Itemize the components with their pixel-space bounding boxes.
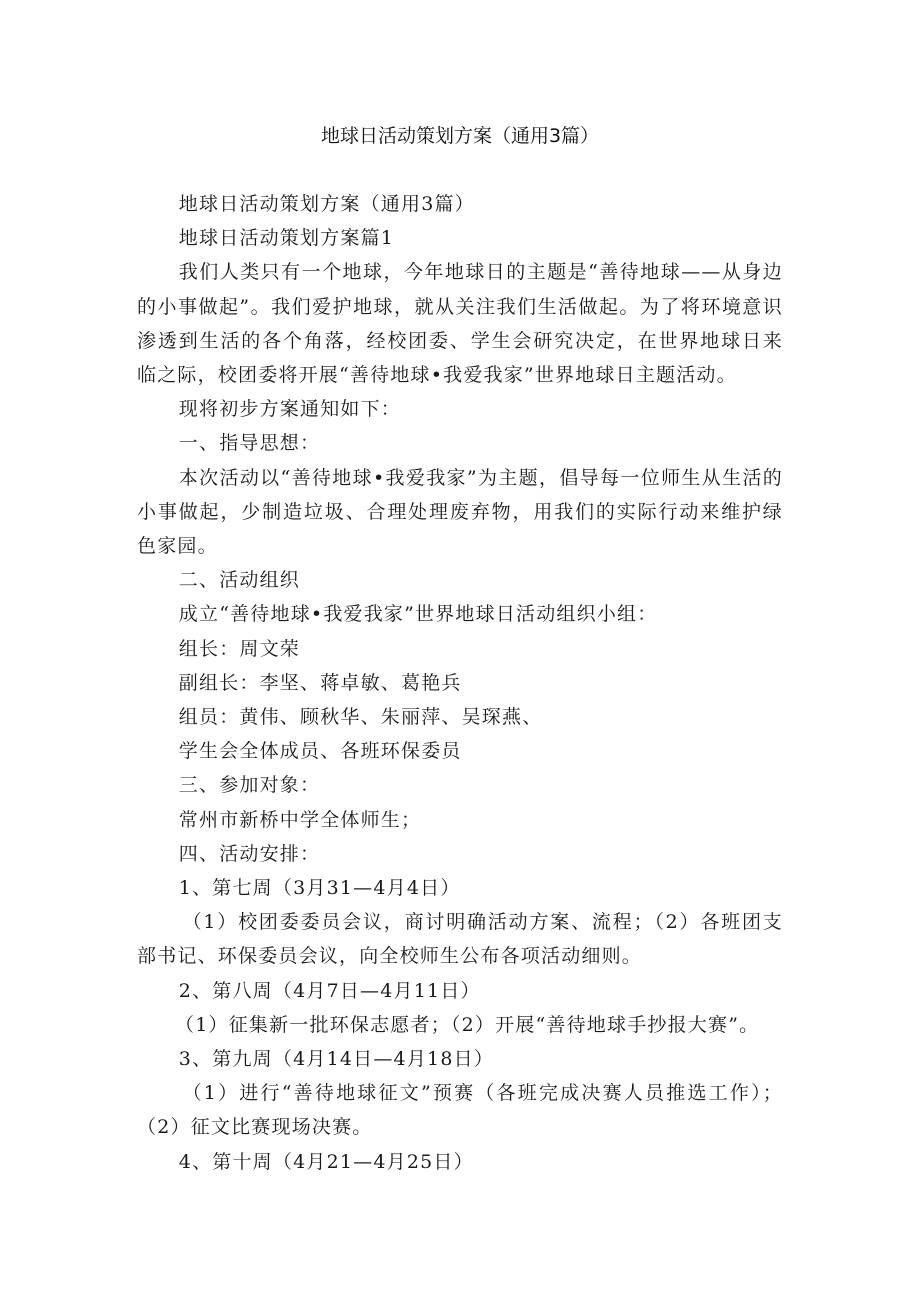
- heading-schedule: 四、活动安排：: [178, 842, 321, 865]
- paragraph-intro: 我们人类只有一个地球，今年地球日的主题是“善待地球——从身边的小事做起”。我们爱护地球，就从关注我们生活做起。为了将环境意识渗透到生活的各个角落，经校团委、学生会研究决定，在世界地球日来临之际，校团委将开展“善待地球•我爱我家”世界地球日主题活动。: [137, 261, 783, 387]
- heading-participants: 三、参加对象：: [178, 774, 321, 797]
- schedule-week-8-detail: （1）征集新一批环保志愿者；（2）开展“善待地球手抄报大赛”。: [175, 1013, 760, 1036]
- paragraph-group-setup: 成立“善待地球•我爱我家”世界地球日活动组织小组：: [178, 603, 658, 626]
- document-body: [137, 187, 783, 1179]
- paragraph-participants: 常州市新桥中学全体师生；: [178, 808, 422, 831]
- schedule-week-8: 2、第八周（4月7日—4月11日）: [178, 979, 481, 1002]
- paragraph-members-cont: 学生会全体成员、各班环保委员: [178, 740, 462, 763]
- paragraph-doc-title: 地球日活动策划方案（通用3篇）: [178, 193, 475, 215]
- schedule-week-7-detail: （1）校团委委员会议，商讨明确活动方案、流程；（2）各班团支部书记、环保委员会议，向全校师生公布各项活动细则。: [137, 911, 783, 968]
- heading-organization: 二、活动组织: [178, 569, 300, 592]
- schedule-week-7: 1、第七周（3月31—4月4日）: [178, 877, 461, 900]
- paragraph-group-leader: 组长：周文荣: [178, 637, 300, 660]
- schedule-week-10: 4、第十周（4月21—4月25日）: [178, 1150, 474, 1173]
- schedule-week-9-detail: （1）进行“善待地球征文”预赛（各班完成决赛人员推选工作）；（2）征文比赛现场决赛。: [137, 1082, 783, 1139]
- document-title: 地球日活动策划方案（通用3篇）: [320, 125, 600, 147]
- paragraph-members: 组员：黄伟、顾秋华、朱丽萍、吴琛燕、: [178, 706, 543, 729]
- paragraph-guiding-idea: 本次活动以“善待地球•我爱我家”为主题，倡导每一位师生从生活的小事做起，少制造垃圾、合理处理废弃物，用我们的实际行动来维护绿色家园。: [137, 466, 783, 558]
- paragraph-section-heading: 地球日活动策划方案篇1: [178, 227, 395, 250]
- schedule-week-9: 3、第九周（4月14日—4月18日）: [178, 1048, 495, 1071]
- heading-guiding-idea: 一、指导思想：: [178, 432, 321, 455]
- paragraph-notice: 现将初步方案通知如下：: [178, 398, 401, 421]
- paragraph-deputy-leaders: 副组长：李坚、蒋卓敏、葛艳兵: [178, 671, 462, 694]
